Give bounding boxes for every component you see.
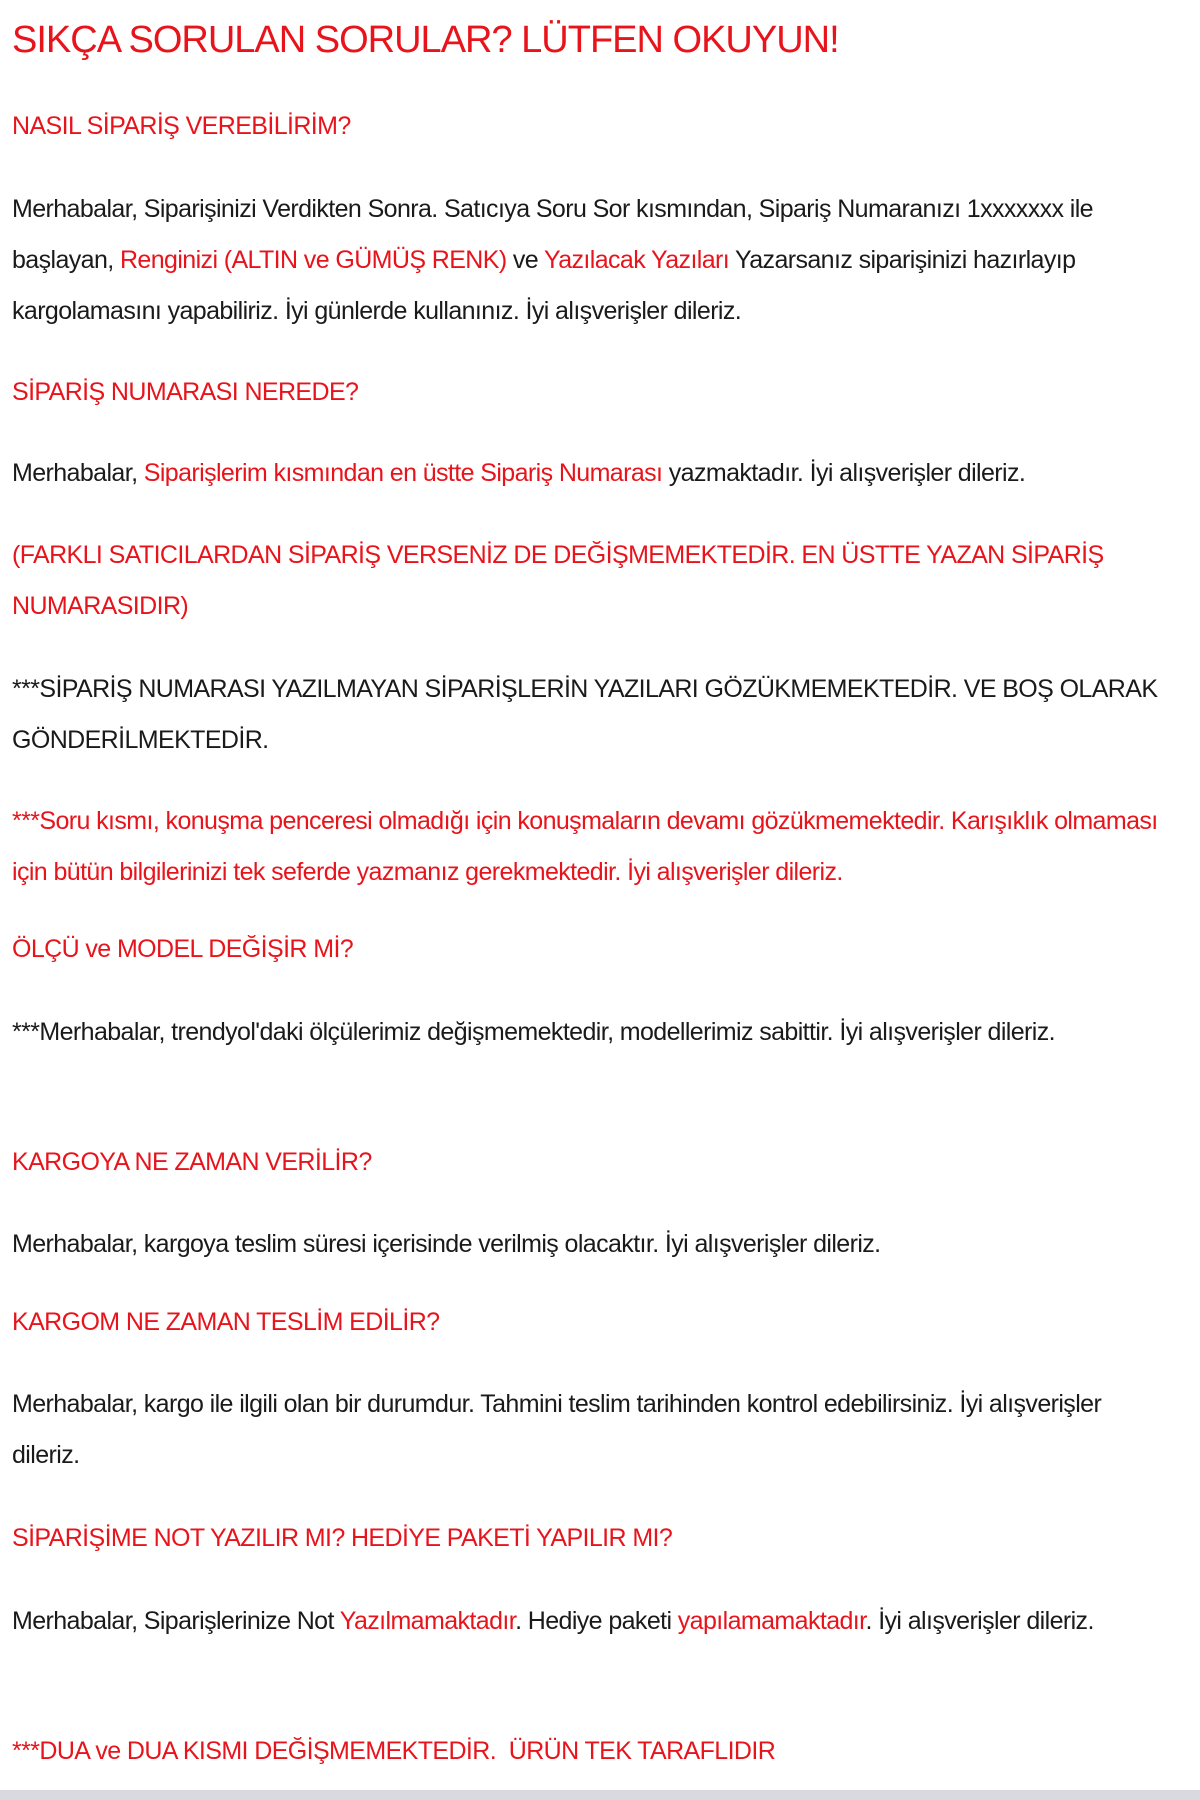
faq-question-order-number: SİPARİŞ NUMARASI NEREDE? xyxy=(12,378,359,406)
note-question-section: ***Soru kısmı, konuşma penceresi olmadığı için konuşmaların devamı gözükmemektedir. Karışıklık olmaması için bütün bilgilerinizi tek seferde yazmanız gerekmektedir. İyi alışverişler dileriz. xyxy=(12,807,1158,886)
faq-answer-how-to-order xyxy=(12,184,1172,337)
note-missing-order-number: ***SİPARİŞ NUMARASI YAZILMAYAN SİPARİŞLERİN YAZILARI GÖZÜKMEMEKTEDİR. VE BOŞ OLARAK GÖNDERİLMEKTEDİR. xyxy=(12,675,1158,754)
answer-text: Merhabalar, Siparişinizi Verdikten Sonra. Satıcıya Soru Sor kısmından, Sipariş Numaranızı 1xxxxxxx ile başlayan, xyxy=(12,195,1093,274)
faq-question-delivery-time: KARGOM NE ZAMAN TESLİM EDİLİR? xyxy=(12,1308,440,1336)
answer-text: Merhabalar, Siparişlerinize Not xyxy=(12,1607,340,1635)
answer-highlight-text: Yazılacak Yazıları xyxy=(544,246,730,274)
answer-highlight: Yazılmamaktadır xyxy=(339,1607,516,1635)
answer-text: ve xyxy=(506,246,544,274)
faq-answer-order-number xyxy=(12,448,1172,499)
page-title: SIKÇA SORULAN SORULAR? LÜTFEN OKUYUN! xyxy=(12,19,839,61)
note-different-sellers: (FARKLI SATICILARDAN SİPARİŞ VERSENİZ DE DEĞİŞMEMEKTEDİR. EN ÜSTTE YAZAN SİPARİŞ NUMARASIDIR) xyxy=(12,541,1104,620)
answer-text: . İyi alışverişler dileriz. xyxy=(865,1607,1094,1635)
faq-answer-shipping-time: Merhabalar, kargoya teslim süresi içerisinde verilmiş olacaktır. İyi alışverişler dileriz. xyxy=(12,1230,881,1258)
answer-highlight: yapılamamaktadır xyxy=(677,1607,866,1635)
answer-text: yazmaktadır. İyi alışverişler dileriz. xyxy=(662,459,1026,487)
faq-question-shipping-time: KARGOYA NE ZAMAN VERİLİR? xyxy=(12,1148,372,1176)
answer-highlight: Siparişlerim kısmından en üstte Sipariş Numarası xyxy=(143,459,663,487)
answer-text: Yazarsanız siparişinizi hazırlayıp kargolamasını yapabiliriz. İyi günlerde kullanınız. İyi alışverişler dileriz. xyxy=(12,246,1076,325)
answer-highlight-color: Renginizi (ALTIN ve GÜMÜŞ RENK) xyxy=(119,246,507,274)
faq-question-note-gift: SİPARİŞİME NOT YAZILIR MI? HEDİYE PAKETİ YAPILIR MI? xyxy=(12,1524,673,1552)
bottom-divider xyxy=(0,1790,1200,1800)
answer-text: . Hediye paketi xyxy=(515,1607,678,1635)
faq-answer-size-model: ***Merhabalar, trendyol'daki ölçülerimiz değişmemektedir, modellerimiz sabittir. İyi alışverişler dileriz. xyxy=(12,1018,1055,1046)
footer-note: ***DUA ve DUA KISMI DEĞİŞMEMEKTEDİR. ÜRÜN TEK TARAFLIDIR xyxy=(12,1737,776,1765)
faq-answer-delivery-time: Merhabalar, kargo ile ilgili olan bir durumdur. Tahmini teslim tarihinden kontrol edebilirsiniz. İyi alışverişler dileriz. xyxy=(12,1390,1102,1469)
faq-question-how-to-order: NASIL SİPARİŞ VEREBİLİRİM? xyxy=(12,112,351,140)
answer-text: Merhabalar, xyxy=(12,459,144,487)
faq-answer-note-gift xyxy=(12,1596,1172,1647)
faq-question-size-model: ÖLÇÜ ve MODEL DEĞİŞİR Mİ? xyxy=(12,935,354,963)
